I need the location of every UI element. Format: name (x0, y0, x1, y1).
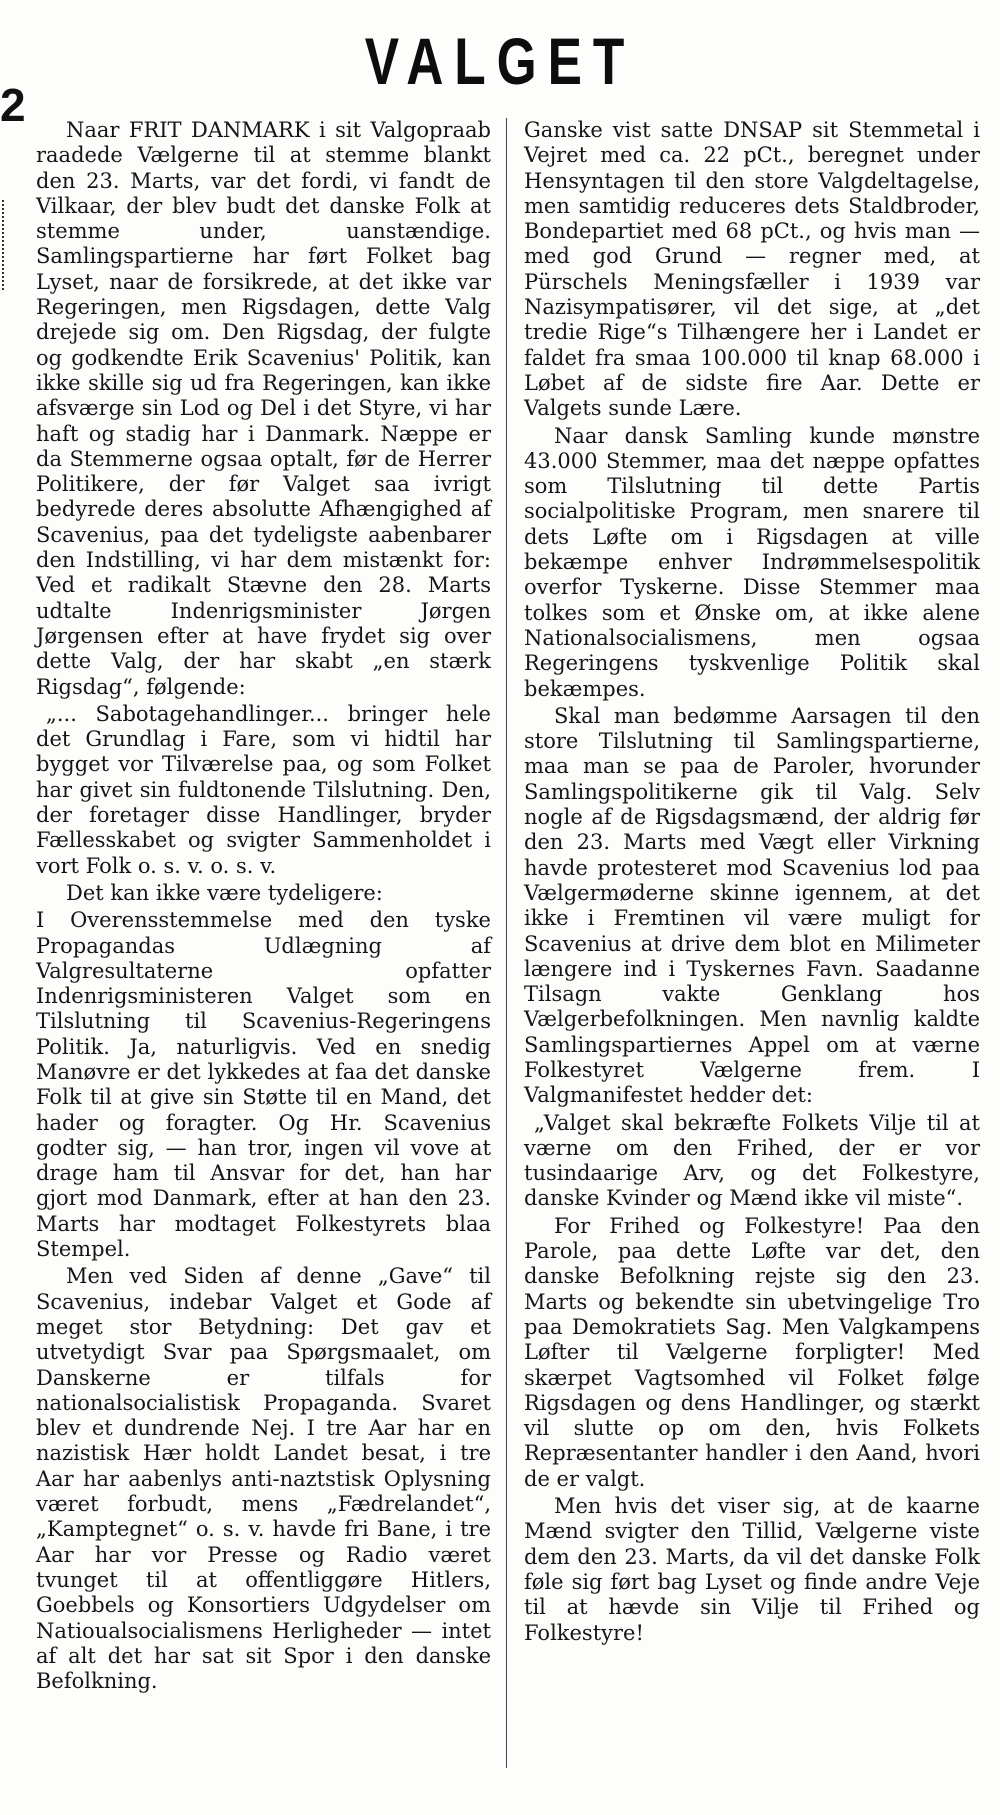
paragraph: Men hvis det viser sig, at de kaarne Mænd svigter den Tillid, Vælgerne viste dem den 23. Marts, da vil det danske Folk føle sig ført bag Lyset og finde andre Veje til at hævde sin Vilje til Frihed og Folkestyre! (524, 1494, 980, 1645)
paragraph: Skal man bedømme Aarsagen til den store Tilslutning til Samlingspartierne, maa man se paa de Paroler, hvorunder Samlingspolitikerne gik til Valg. Selv nogle af de Rigsdagsmænd, der aldrig før den 23. Marts med Vægt eller Virkning havde protesteret mod Scavenius lod paa Vælgermøderne skinne igennem, at det ikke i Fremtinen vil være muligt for Scavenius at drive dem blot en Milimeter længere ind i Tyskernes Favn. Saadanne Tilsagn vakte Genklang hos Vælgerbefolkningen. Men navnlig kaldte Samlingspartiernes Appel om at værne Folkestyret Vælgerne frem. I Valgmanifestet hedder det: (524, 703, 980, 1108)
paragraph: Naar dansk Samling kunde mønstre 43.000 Stemmer, maa det næppe opfattes som Tilslutning til dette Partis socialpolitiske Program, men snarere til dets Løfte om i Rigsdagen at ville bekæmpe enhver Indrømmelsespolitik overfor Tyskerne. Disse Stemmer maa tolkes som et Ønske om, at ikke alene Nationalsocialismens, men ogsaa Regeringens tyskvenlige Politik skal bekæmpes. (524, 423, 980, 701)
left-column (36, 118, 491, 1696)
page-edge-number: 2 (0, 79, 26, 131)
paragraph: Det kan ikke være tydeligere: (66, 880, 383, 905)
paragraph: Naar FRIT DANMARK i sit Valgopraab raadede Vælgerne til at stemme blankt den 23. Marts, var det fordi, vi fandt de Vilkaar, der blev budt det danske Folk at stemme under, uanstændige. Samlingspartierne har ført Folket bag Lyset, naar de forsikrede, at det ikke var Regeringen, men Rigsdagen, dette Valg drejede sig om. Den Rigsdag, der fulgte og godkendte Erik Scavenius' Politik, kan ikke skille sig ud fra Regeringen, kan ikke afsværge sin Lod og Del i det Styre, vi har haft og stadig har i Danmark. Næppe er da Stemmerne ogsaa optalt, før de Herrer Politikere, der før Valget saa ivrigt bedyrede deres absolutte Afhængighed af Scavenius, paa det tydeligste aabenbarer den Indstilling, vi har dem mistænkt for: Ved et radikalt Stævne den 28. Marts udtalte Indenrigsminister Jørgen Jørgensen efter at have frydet sig over dette Valg, der har skabt „en stærk Rigsdag“, følgende: (36, 118, 491, 699)
edge-scan-marks (2, 200, 7, 290)
paragraph: Ganske vist satte DNSAP sit Stemmetal i Vejret med ca. 22 pCt., beregnet under Hensyntagen til den store Valgdeltagelse, men samtidig reduceres dets Staldbroder, Bondepartiet med 68 pCt., og hvis man — med god Grund — regner med, at Pürschels Meningsfæller i 1939 var Nazisympatisører, vil det sige, at „det tredie Rige“s Tilhængere her i Landet er faldet fra smaa 100.000 til knap 68.000 i Løbet af de sidste fire Aar. Dette er Valgets sunde Lære. (524, 118, 980, 421)
paragraph: For Frihed og Folkestyre! Paa den Parole, paa dette Løfte var det, den danske Befolkning rejste sig den 23. Marts og bekendte sin ubetvingelige Tro paa Demokratiets Sag. Men Valgkampens Løfter til Vælgerne forpligter! Med skærpet Vagtsomhed vil Folket følge Rigsdagen og dens Handlinger, og stærkt vil slutte op om den, hvis Folkets Repræsentanter handler i den Aand, hvori de er valgt. (524, 1213, 980, 1491)
quote-paragraph: „Valget skal bekræfte Folkets Vilje til at værne om den Frihed, der er vor tusindaarige Arv, og det Folkestyre, danske Kvinder og Mænd ikke vil miste“. (524, 1110, 980, 1211)
paragraph: I Overensstemmelse med den tyske Propagandas Udlægning af Valgresultaterne opfatter Indenrigsministeren Valget som en Tilslutning til Scavenius-Regeringens Politik. Ja, naturligvis. Ved en snedig Manøvre er det lykkedes at faa det danske Folk til at give sin Støtte til en Mand, det hader og foragter. Og Hr. Scavenius godter sig, — han tror, ingen vil vove at drage ham til Ansvar for det, han har gjort mod Danmark, efter at han den 23. Marts har modtaget Folkestyrets blaa Stempel. (36, 908, 491, 1262)
right-column (524, 118, 980, 1648)
article-title: VALGET (364, 24, 636, 98)
column-divider (506, 118, 507, 1768)
paragraph: Men ved Siden af denne „Gave“ til Scavenius, indebar Valget et Gode af meget stor Betydning: Det gav et utvetydigt Svar paa Spørgsmaalet, om Danskerne er tilfals for nationalsocialistisk Propaganda. Svaret blev et dundrende Nej. I tre Aar har en nazistisk Hær holdt Landet besat, i tre Aar har aabenlys anti-naztstisk Oplysning været forbudt, mens „Fædrelandet“, „Kamptegnet“ o. s. v. havde fri Bane, i tre Aar har vor Presse og Radio været tvunget til at offentliggøre Hitlers, Goebbels og Konsortiers Udgydelser om Natioualsocialismens Herligheder — intet af alt det har sat sit Spor i den danske Befolkning. (36, 1264, 491, 1694)
quote-paragraph: „... Sabotagehandlinger... bringer hele det Grundlag i Fare, som vi hidtil har bygget vor Tilværelse paa, og som Folket har givet sin fuldtonende Tilslutning. Den, der foretager disse Handlinger, bryder Fællesskabet og svigter Sammenholdet i vort Folk o. s. v. o. s. v. (36, 701, 491, 878)
